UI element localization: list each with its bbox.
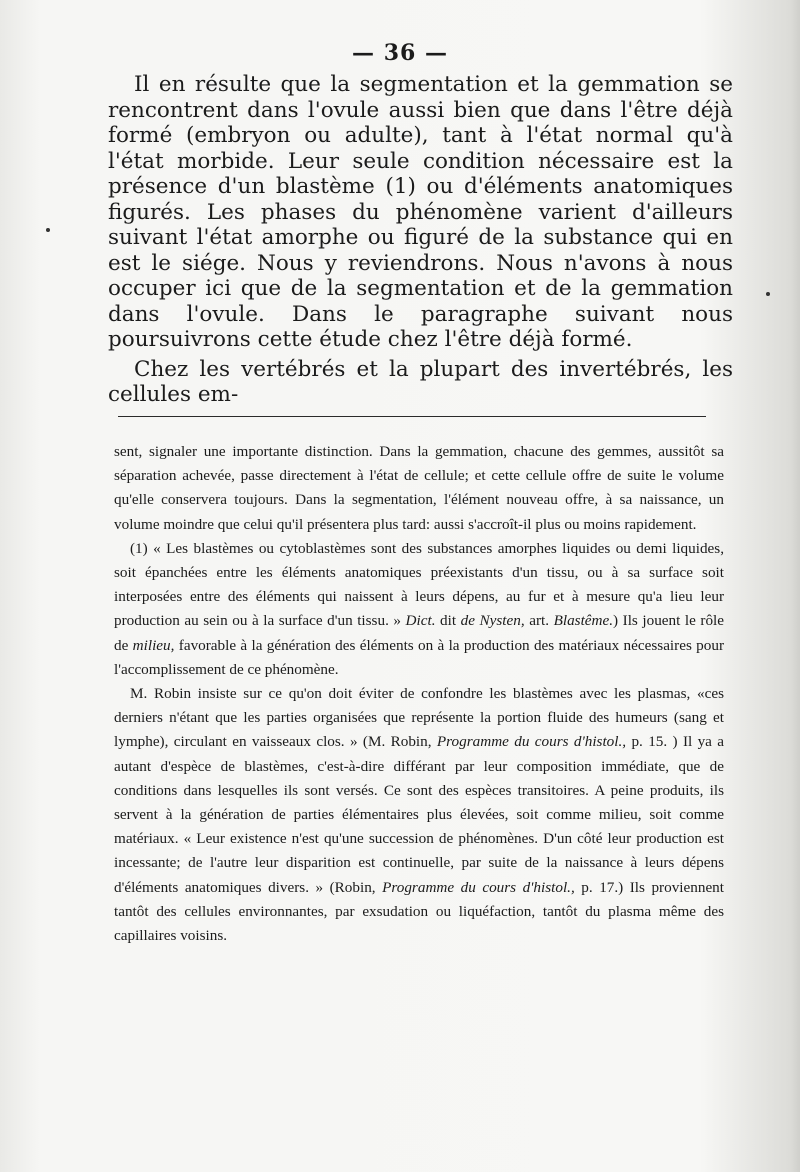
main-text — [108, 72, 733, 408]
margin-speck-right — [766, 292, 770, 296]
page-number: — 36 — — [352, 40, 448, 66]
footnote-1-dit: dit — [440, 612, 457, 630]
footnote-1-text-a: (1) « Les blastèmes ou cytoblastèmes sont des substances amorphes liquides ou demi liquides, soit épanchées entre les éléments anatomiques préexistants d'un tissu, ou à sa surface soit interposées entre des éléments qui naissent à leurs dépens, au fur et à mesure qu'a lieu leur production au sein ou à la surface d'un tissu. » — [114, 539, 724, 630]
main-paragraph-1: Il en résulte que la segmentation et la gemmation se rencontrent dans l'ovule aussi bien que dans l'être déjà formé (embryon ou adulte), tant à l'état normal qu'à l'état morbide. Leur seule condition nécessaire est la présence d'un blastème (1) ou d'éléments anatomiques figurés. Les phases du phénomène varient d'ailleurs suivant l'état amorphe ou figuré de la substance qui en est le siége. Nous y reviendrons. Nous n'avons à nous occuper ici que de la segmentation et de la gemmation dans l'ovule. Dans le paragraphe suivant nous poursuivrons cette étude chez l'être déjà formé. — [108, 72, 733, 352]
footnote-robin-text-e: p. 17.) Ils proviennent tantôt des cellules environnantes, par exsudation ou liquéfaction, tantôt du plasma même des capillaires voisins. — [114, 878, 724, 945]
footnote-1-text-g: ) Ils jouent le rôle de — [114, 612, 725, 654]
footnotes — [114, 440, 724, 948]
footnote-robin-text-c: p. 15. ) Il ya a autant d'espèce de blastèmes, c'est-à-dire différant par leur composition immédiate, que de conditions dans lesquelles ils sont versés. Ce sont des espèces transitoires. A peine produits, ils servent à la génération de parties élémentaires plus élevées, soit comme milieu, soit comme matériaux. « Leur existence n'est qu'une succession de phénomènes. D'un côté leur production est incessante; de l'autre leur disparition est continuelle, par suite de la naissance à leurs dépens d'éléments anatomiques divers. » (Robin, — [114, 733, 725, 896]
footnote-continuation: sent, signaler une importante distinction. Dans la gemmation, chacune des gemmes, aussitôt sa séparation achevée, passe directement à l'état de cellule; et cette cellule offre de suite le volume qu'elle conservera toujours. Dans la segmentation, l'élément nouveau offre, à sa naissance, un volume moindre que celui qu'il présentera plus tard: aussi s'accroît-il plus ou moins rapidement. — [114, 443, 724, 533]
main-paragraph-2: Chez les vertébrés et la plupart des invertébrés, les cellules em- — [108, 356, 733, 407]
footnote-rule — [118, 416, 706, 417]
footnote-1-nysten: de Nysten, — [460, 612, 525, 630]
footnote-1 — [114, 537, 724, 682]
footnote-robin-text-a: M. Robin insiste sur ce qu'on doit éviter de confondre les blastèmes avec les plasmas, «ces derniers n'étant que les parties organisées que représente la portion fluide des humeurs (sang et lymphe), circulant en vaisseaux clos. » (M. Robin, — [114, 685, 724, 751]
footnote-robin — [114, 682, 724, 948]
footnote-1-milieu: milieu, — [132, 636, 175, 654]
footnote-1-art: art. — [529, 612, 550, 630]
margin-speck-left — [46, 228, 50, 232]
footnote-1-blasteme: Blastême. — [553, 612, 614, 630]
footnote-1-text-i: favorable à la génération des éléments on à la production des matériaux nécessaires pour l'accomplissement de ce phénomène. — [114, 636, 725, 678]
footnote-robin-ref-1: Programme du cours d'histol., — [436, 733, 627, 751]
footnote-1-dict: Dict. — [405, 612, 436, 630]
footnote-robin-ref-2: Programme du cours d'histol., — [382, 878, 575, 896]
